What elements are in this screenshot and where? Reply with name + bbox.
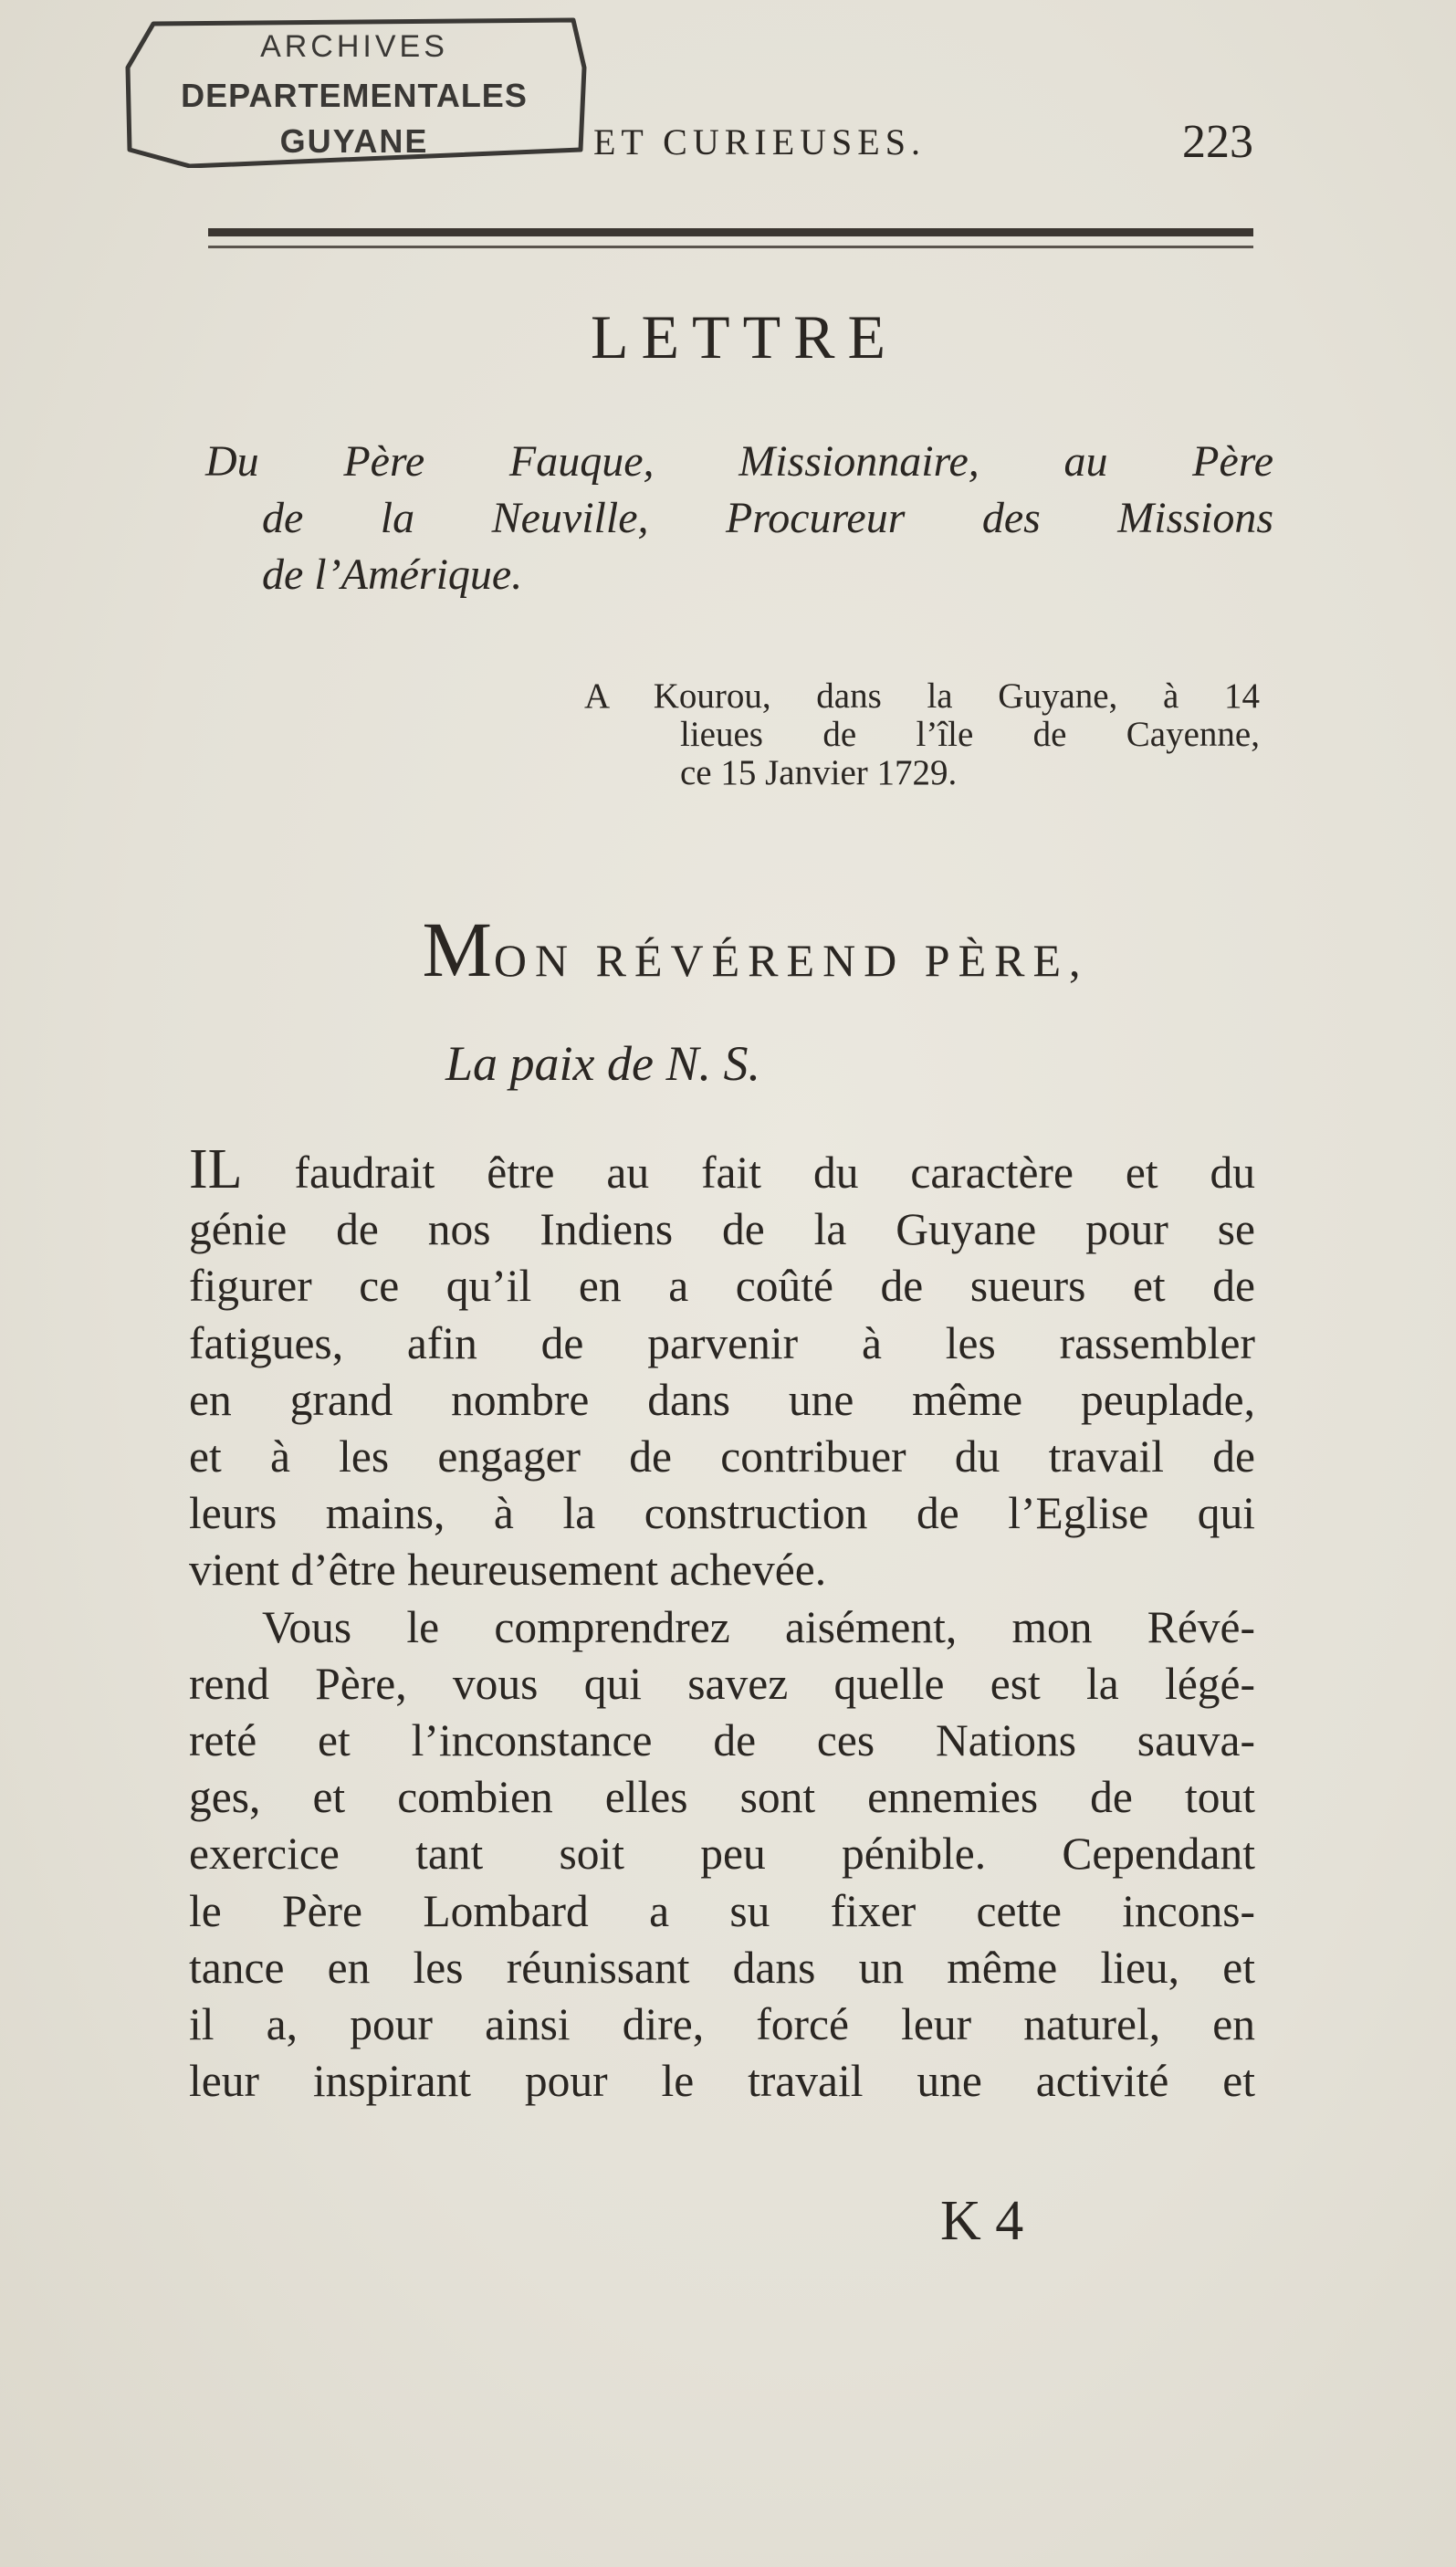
body-line: et à les engager de contribuer du travail de [189, 1431, 1255, 1483]
header-rule-thick [208, 228, 1253, 236]
body-line: leurs mains, à la construction de l’Eglise qui [189, 1488, 1255, 1539]
running-head: ET CURIEUSES. [593, 121, 926, 162]
body-line: il a, pour ainsi dire, forcé leur naturel, en [189, 1999, 1255, 2050]
subtitle-line: Du Père Fauque, Missionnaire, au Père [205, 437, 1273, 486]
archive-stamp [117, 13, 592, 168]
stamp-line-1: ARCHIVES [260, 29, 448, 64]
body-line: IL faudrait être au fait du caractère et du [189, 1138, 1256, 1200]
body-line: figurer ce qu’il en a coûté de sueurs et de [189, 1261, 1255, 1312]
body-line: Vous le comprendrez aisément, mon Révé- [262, 1601, 1255, 1652]
letter-title: LETTRE [590, 302, 899, 372]
body-line: rend Père, vous qui savez quelle est la légé- [189, 1658, 1255, 1709]
drop-initial: IL [189, 1138, 243, 1200]
peace-greeting: La paix de N. S. [445, 1036, 760, 1091]
body-line: fatigues, afin de parvenir à les rassembler [189, 1317, 1255, 1368]
body-line: en grand nombre dans une même peuplade, [189, 1374, 1255, 1425]
salutation [0, 904, 1456, 995]
salutation-text: ON RÉVÉREND PÈRE, [493, 935, 1089, 986]
dateline-line: lieues de l’île de Cayenne, [680, 715, 1260, 754]
signature-mark: K 4 [940, 2190, 1024, 2252]
dateline [584, 677, 1260, 792]
body-line: ges, et combien elles sont ennemies de tout [189, 1772, 1255, 1823]
body-line: génie de nos Indiens de la Guyane pour se [189, 1204, 1255, 1255]
page-number: 223 [1182, 116, 1253, 168]
body-line: tance en les réunissant dans un même lieu, et [189, 1942, 1255, 1993]
stamp-line-2: DEPARTEMENTALES [181, 77, 528, 114]
body-line: vient d’être heureusement achevée. [189, 1545, 827, 1596]
body-line: exercice tant soit peu pénible. Cependant [189, 1828, 1255, 1880]
dateline-line: ce 15 Janvier 1729. [680, 753, 958, 792]
body-line: leur inspirant pour le travail une activité et [189, 2056, 1255, 2107]
letter-subtitle [205, 434, 1273, 603]
dateline-line: A Kourou, dans la Guyane, à 14 [584, 676, 1260, 716]
salutation-initial: M [422, 906, 494, 993]
header-rule-thin [208, 246, 1253, 248]
letter-body [189, 1138, 1256, 2110]
subtitle-line: de l’Amérique. [262, 550, 523, 599]
body-line: le Père Lombard a su fixer cette incons- [189, 1885, 1255, 1936]
stamp-line-3: GUYANE [279, 122, 429, 160]
body-line: reté et l’inconstance de ces Nations sauva- [189, 1715, 1255, 1766]
subtitle-line: de la Neuville, Procureur des Missions [262, 494, 1273, 542]
